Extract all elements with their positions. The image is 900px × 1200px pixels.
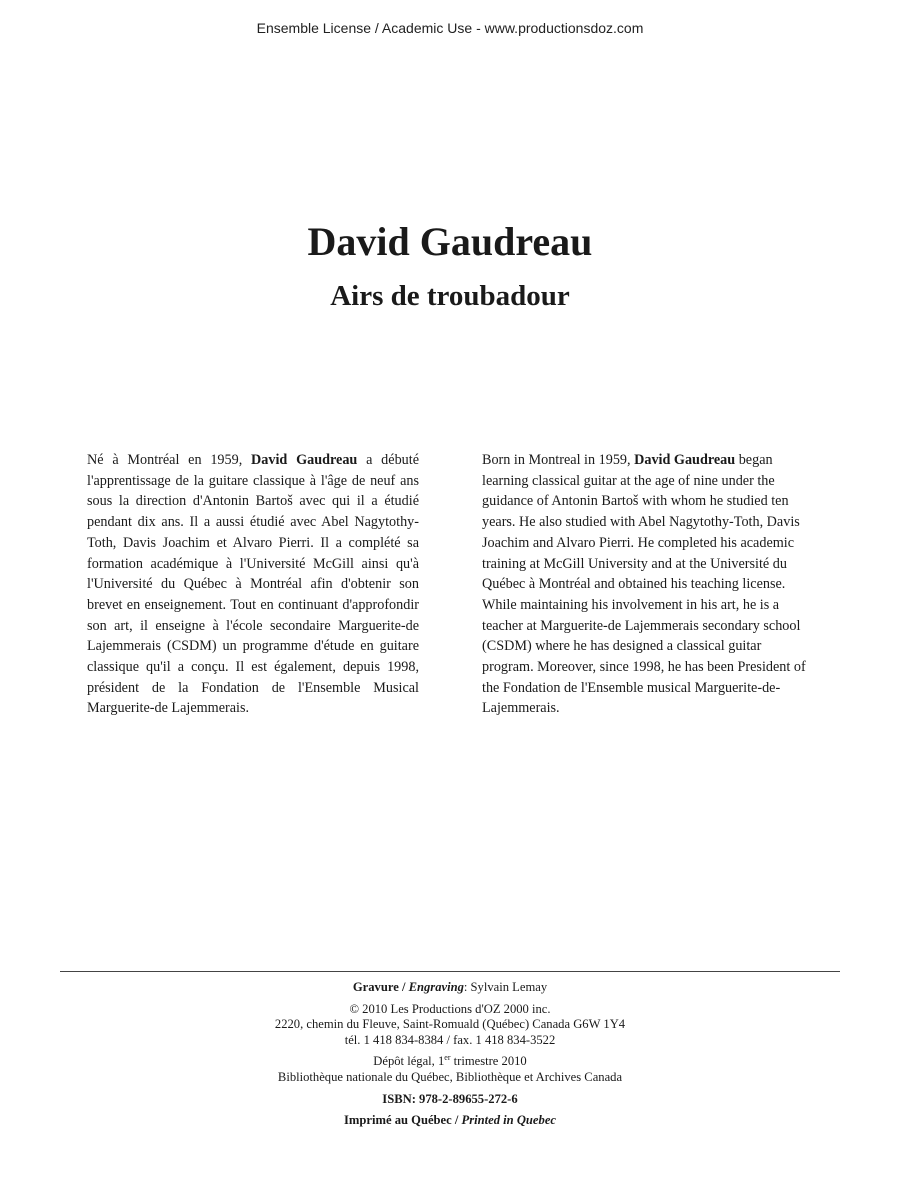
printed-separator: /: [451, 1113, 462, 1128]
title-block: [0, 218, 900, 314]
address-line: 2220, chemin du Fleuve, Saint-Romuald (Québec) Canada G6W 1Y4: [274, 1017, 626, 1032]
bio-en-paragraph: [482, 450, 814, 719]
printed-en: Printed in Quebec: [461, 1113, 556, 1128]
biography-english: [482, 450, 814, 719]
printed-line: [0, 1113, 900, 1129]
work-title: Airs de troubadour: [330, 280, 570, 312]
biography-french: [87, 450, 419, 719]
isbn-line: [0, 1092, 900, 1108]
engraving-credit: [0, 980, 900, 996]
isbn: ISBN: 978-2-89655-272-6: [382, 1091, 518, 1106]
bio-fr-intro: Né à Montréal en 1959,: [87, 452, 252, 468]
legal-deposit-line: [0, 1054, 900, 1070]
bio-fr-paragraph: [87, 450, 419, 719]
colophon: [0, 980, 900, 1129]
phone-line: tél. 1 418 834-8384 / fax. 1 418 834-3522: [344, 1032, 556, 1047]
engraving-label-en: Engraving: [408, 980, 464, 994]
bio-en-body: began learning classical guitar at the age of nine under the guidance of Antonin Bartoš with whom he studied ten years. He also studied with Abel Nagytothy-Toth, Davis Joachim and Alvaro Pierri. He completed his academic training at McGill University and at the Université du Québec à Montréal and obtained his teaching license. While maintaining his involvement in his art, he is a teacher at Marguerite-de Lajemmerais secondary school (CSDM) where he has designed a classical guitar program. Moreover, since 1998, he has been President of the Fondation de l'Ensemble musical Marguerite-de-Lajemmerais.: [482, 452, 806, 717]
engraving-label-fr: Gravure: [352, 980, 399, 994]
bio-fr-body: a débuté l'apprentissage de la guitare classique à l'âge de neuf ans sous la direction d'Antonin Bartoš avec qui il a étudié pendant dix ans. Il a aussi étudié avec Abel Nagytothy-Toth, Davis Joachim et Alvaro Pierri. Il a complété sa formation académique à l'Université McGill ainsi qu'à l'Université du Québec à Montréal afin d'obtenir son brevet en enseignement. Tout en continuant d'approfondir son art, il enseigne à l'école secondaire Marguerite-de Lajemmerais (CSDM) un programme d'étude en guitare classique qu'il a conçu. Il est également, depuis 1998, président de la Fondation de l'Ensemble Musical Marguerite-de Lajemmerais.: [87, 452, 419, 717]
libraries-line: Bibliothèque nationale du Québec, Bibliothèque et Archives Canada: [277, 1069, 623, 1084]
composer-name: David Gaudreau: [307, 219, 593, 264]
depot-suffix: trimestre 2010: [450, 1054, 527, 1069]
bio-en-name: David Gaudreau: [634, 452, 736, 468]
depot-prefix: Dépôt légal, 1: [373, 1054, 445, 1069]
engraving-separator: /: [398, 980, 409, 994]
printed-fr: Imprimé au Québec: [344, 1113, 452, 1128]
depot-ordinal: er: [444, 1053, 451, 1063]
license-header: Ensemble License / Academic Use - www.productionsdoz.com: [256, 20, 644, 36]
colophon-divider: [60, 971, 840, 972]
copyright-line: © 2010 Les Productions d'OZ 2000 inc.: [349, 1001, 551, 1016]
engraver-name: : Sylvain Lemay: [463, 980, 548, 994]
bio-en-intro: Born in Montreal in 1959,: [482, 452, 635, 468]
bio-fr-name: David Gaudreau: [251, 452, 358, 468]
